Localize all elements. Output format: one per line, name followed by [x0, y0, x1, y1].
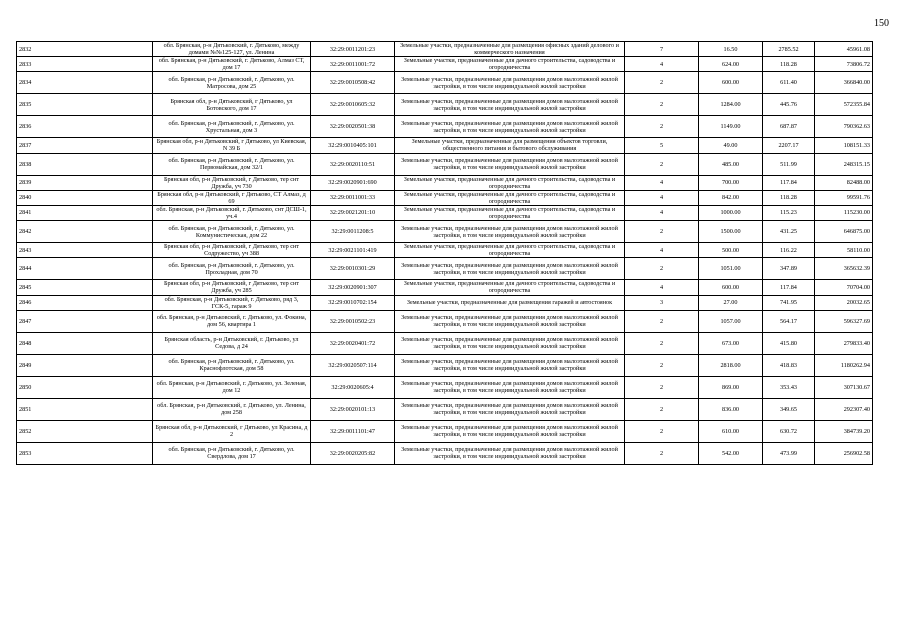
land-use-category: Земельные участки, предназначенные для размещения домов малоэтажной жилой застройки, в том числе индивидуальной жилой застройки [395, 72, 625, 94]
land-use-category: Земельные участки, предназначенные для размещения домов малоэтажной жилой застройки, в том числе индивидуальной жилой застройки [395, 398, 625, 420]
specific-cadastral-value: 630.72 [763, 420, 815, 442]
cadastral-value: 366840.00 [815, 72, 873, 94]
page-number: 150 [874, 18, 889, 29]
cadastral-number: 32:29:0020901:690 [311, 175, 395, 190]
land-use-category: Земельные участки, предназначенные для дачного строительства, садоводства и огородничества [395, 175, 625, 190]
specific-cadastral-value: 2207.17 [763, 138, 815, 153]
valuation-group: 5 [625, 138, 699, 153]
specific-cadastral-value: 117.84 [763, 175, 815, 190]
specific-cadastral-value: 349.65 [763, 398, 815, 420]
parcel-area: 1284.00 [699, 94, 763, 116]
valuation-group: 2 [625, 116, 699, 138]
row-number: 2833 [17, 57, 153, 72]
row-number: 2840 [17, 190, 153, 205]
table-row [17, 57, 873, 72]
specific-cadastral-value: 117.84 [763, 280, 815, 295]
row-number: 2844 [17, 258, 153, 280]
row-number: 2834 [17, 72, 153, 94]
cadastral-value: 292307.40 [815, 398, 873, 420]
cadastral-value: 790362.63 [815, 116, 873, 138]
land-use-category: Земельные участки, предназначенные для размещения гаражей и автостоянок [395, 295, 625, 310]
parcel-area: 700.00 [699, 175, 763, 190]
land-use-category: Земельные участки, предназначенные для дачного строительства, садоводства и огородничества [395, 190, 625, 205]
table-body [17, 42, 873, 465]
parcel-address: Брянская обл, р-н Дятьковский, г Дятьково, тер снт Содружество, уч 388 [153, 243, 311, 258]
cadastral-number: 32:29:0010605:32 [311, 94, 395, 116]
valuation-group: 7 [625, 42, 699, 57]
specific-cadastral-value: 741.95 [763, 295, 815, 310]
land-parcels-table [16, 41, 873, 465]
row-number: 2843 [17, 243, 153, 258]
specific-cadastral-value: 118.28 [763, 190, 815, 205]
valuation-group: 2 [625, 72, 699, 94]
parcel-area: 542.00 [699, 442, 763, 464]
parcel-address: Брянская обл, р-н Дятьковский, г Дятьково, тер снт Дружба, уч 285 [153, 280, 311, 295]
parcel-address: Брянская обл, р-н Дятьковский, г Дятьково, тер снт Дружба, уч 730 [153, 175, 311, 190]
parcel-address: обл. Брянская, р-н Дятьковский, г. Дятьково, ул. Краснофлотская, дом 58 [153, 354, 311, 376]
land-use-category: Земельные участки, предназначенные для размещения домов малоэтажной жилой застройки, в том числе индивидуальной жилой застройки [395, 376, 625, 398]
land-use-category: Земельные участки, предназначенные для размещения домов малоэтажной жилой застройки, в том числе индивидуальной жилой застройки [395, 310, 625, 332]
cadastral-value: 365632.39 [815, 258, 873, 280]
land-use-category: Земельные участки, предназначенные для размещения домов малоэтажной жилой застройки, в том числе индивидуальной жилой застройки [395, 221, 625, 243]
valuation-group: 2 [625, 442, 699, 464]
cadastral-number: 32:29:0011201:23 [311, 42, 395, 57]
land-use-category: Земельные участки, предназначенные для размещения домов малоэтажной жилой застройки, в том числе индивидуальной жилой застройки [395, 442, 625, 464]
valuation-group: 2 [625, 221, 699, 243]
row-number: 2852 [17, 420, 153, 442]
row-number: 2849 [17, 354, 153, 376]
parcel-address: Брянская обл, р-н Дятьковский, г Дятьково, ул Ботовского, дом 17 [153, 94, 311, 116]
table-row [17, 42, 873, 57]
parcel-area: 485.00 [699, 153, 763, 175]
parcel-area: 27.00 [699, 295, 763, 310]
table-row [17, 332, 873, 354]
parcel-area: 842.00 [699, 190, 763, 205]
table-row [17, 295, 873, 310]
cadastral-number: 32:29:0021201:10 [311, 205, 395, 220]
parcel-area: 500.00 [699, 243, 763, 258]
cadastral-value: 646875.00 [815, 221, 873, 243]
cadastral-value: 1180262.94 [815, 354, 873, 376]
parcel-address: обл. Брянская, р-н Дятьковский, г. Дятьково, между домами №№125-127, ул. Ленина [153, 42, 311, 57]
table-row [17, 280, 873, 295]
cadastral-value: 307130.67 [815, 376, 873, 398]
cadastral-number: 32:29:0010508:42 [311, 72, 395, 94]
row-number: 2841 [17, 205, 153, 220]
cadastral-value: 256902.58 [815, 442, 873, 464]
cadastral-number: 32:29:0010405:101 [311, 138, 395, 153]
cadastral-number: 32:29:0020605:4 [311, 376, 395, 398]
cadastral-value: 99591.76 [815, 190, 873, 205]
land-use-category: Земельные участки, предназначенные для дачного строительства, садоводства и огородничества [395, 57, 625, 72]
land-use-category: Земельные участки, предназначенные для размещения домов малоэтажной жилой застройки, в том числе индивидуальной жилой застройки [395, 258, 625, 280]
parcel-area: 2818.00 [699, 354, 763, 376]
row-number: 2837 [17, 138, 153, 153]
valuation-group: 3 [625, 295, 699, 310]
table-row [17, 243, 873, 258]
parcel-address: Брянская обл, р-н Дятьковский, г Дятьково, ул Красина, д 2 [153, 420, 311, 442]
table-row [17, 310, 873, 332]
table-row [17, 190, 873, 205]
parcel-area: 1051.00 [699, 258, 763, 280]
cadastral-number: 32:29:0020507:114 [311, 354, 395, 376]
cadastral-value: 596327.69 [815, 310, 873, 332]
row-number: 2848 [17, 332, 153, 354]
valuation-group: 4 [625, 280, 699, 295]
valuation-group: 4 [625, 190, 699, 205]
row-number: 2835 [17, 94, 153, 116]
cadastral-number: 32:29:0010702:154 [311, 295, 395, 310]
valuation-group: 2 [625, 258, 699, 280]
land-use-category: Земельные участки, предназначенные для дачного строительства, садоводства и огородничества [395, 243, 625, 258]
cadastral-number: 32:29:0020901:307 [311, 280, 395, 295]
parcel-area: 624.00 [699, 57, 763, 72]
parcel-address: обл. Брянская, р-н Дятьковский, г. Дятьково, ул. Ленина, дом 258 [153, 398, 311, 420]
specific-cadastral-value: 2785.52 [763, 42, 815, 57]
valuation-group: 2 [625, 153, 699, 175]
land-use-category: Земельные участки, предназначенные для размещения домов малоэтажной жилой застройки, в том числе индивидуальной жилой застройки [395, 94, 625, 116]
specific-cadastral-value: 353.43 [763, 376, 815, 398]
land-use-category: Земельные участки, предназначенные для дачного строительства, садоводства и огородничества [395, 280, 625, 295]
cadastral-value: 45961.08 [815, 42, 873, 57]
valuation-group: 4 [625, 205, 699, 220]
row-number: 2832 [17, 42, 153, 57]
cadastral-number: 32:29:0020401:72 [311, 332, 395, 354]
valuation-group: 2 [625, 420, 699, 442]
parcel-area: 1500.00 [699, 221, 763, 243]
valuation-group: 2 [625, 332, 699, 354]
row-number: 2836 [17, 116, 153, 138]
land-use-category: Земельные участки, предназначенные для размещения офисных зданий делового и коммерческого назначения [395, 42, 625, 57]
table-row [17, 398, 873, 420]
cadastral-number: 32:29:0010301:29 [311, 258, 395, 280]
parcel-area: 836.00 [699, 398, 763, 420]
parcel-address: Брянская обл, р-н Дятьковский, г Дятьково, ул Киевская, N 39 Б [153, 138, 311, 153]
specific-cadastral-value: 511.99 [763, 153, 815, 175]
row-number: 2850 [17, 376, 153, 398]
row-number: 2842 [17, 221, 153, 243]
valuation-group: 2 [625, 398, 699, 420]
valuation-group: 2 [625, 310, 699, 332]
parcel-area: 610.00 [699, 420, 763, 442]
valuation-group: 4 [625, 243, 699, 258]
specific-cadastral-value: 445.76 [763, 94, 815, 116]
cadastral-number: 32:29:0020110:51 [311, 153, 395, 175]
cadastral-number: 32:29:0011001:33 [311, 190, 395, 205]
valuation-group: 2 [625, 354, 699, 376]
row-number: 2846 [17, 295, 153, 310]
cadastral-number: 32:29:0020101:13 [311, 398, 395, 420]
specific-cadastral-value: 687.87 [763, 116, 815, 138]
table-row [17, 258, 873, 280]
parcel-address: обл. Брянская, р-н Дятьковский, г. Дятьково, снт ДСШ-1, уч.4 [153, 205, 311, 220]
row-number: 2853 [17, 442, 153, 464]
parcel-address: обл. Брянская, р-н Дятьковский, г. Дятьково, ул. Фокина, дом 56, квартира 1 [153, 310, 311, 332]
specific-cadastral-value: 431.25 [763, 221, 815, 243]
specific-cadastral-value: 118.28 [763, 57, 815, 72]
specific-cadastral-value: 564.17 [763, 310, 815, 332]
specific-cadastral-value: 418.83 [763, 354, 815, 376]
parcel-address: обл. Брянская, р-н Дятьковский, г. Дятьково, ул. Хрустальная, дом 3 [153, 116, 311, 138]
parcel-area: 673.00 [699, 332, 763, 354]
cadastral-number: 32:29:0021101:419 [311, 243, 395, 258]
land-use-category: Земельные участки, предназначенные для дачного строительства, садоводства и огородничества [395, 205, 625, 220]
table-row [17, 376, 873, 398]
cadastral-number: 32:29:0020205:82 [311, 442, 395, 464]
parcel-area: 1057.00 [699, 310, 763, 332]
cadastral-value: 82488.00 [815, 175, 873, 190]
row-number: 2839 [17, 175, 153, 190]
cadastral-number: 32:29:0011001:72 [311, 57, 395, 72]
parcel-area: 869.00 [699, 376, 763, 398]
land-use-category: Земельные участки, предназначенные для размещения домов малоэтажной жилой застройки, в том числе индивидуальной жилой застройки [395, 116, 625, 138]
row-number: 2838 [17, 153, 153, 175]
cadastral-value: 572355.84 [815, 94, 873, 116]
valuation-group: 4 [625, 175, 699, 190]
cadastral-value: 279833.40 [815, 332, 873, 354]
land-use-category: Земельные участки, предназначенные для размещения домов малоэтажной жилой застройки, в том числе индивидуальной жилой застройки [395, 332, 625, 354]
parcel-address: обл. Брянская, р-н Дятьковский, г. Дятьково, ул. Коммунистическая, дом 22 [153, 221, 311, 243]
parcel-address: обл. Брянская, р-н Дятьковский, г. Дятьково, Алмаз СТ, дом 17 [153, 57, 311, 72]
table-row [17, 175, 873, 190]
table-row [17, 138, 873, 153]
parcel-area: 600.00 [699, 72, 763, 94]
cadastral-number: 32:29:0011208:5 [311, 221, 395, 243]
cadastral-value: 70704.00 [815, 280, 873, 295]
cadastral-value: 384739.20 [815, 420, 873, 442]
table-row [17, 442, 873, 464]
valuation-group: 2 [625, 94, 699, 116]
parcel-area: 1149.00 [699, 116, 763, 138]
table-row [17, 72, 873, 94]
cadastral-value: 20032.65 [815, 295, 873, 310]
parcel-address: обл. Брянская, р-н Дятьковский, г. Дятьково, ул. Зеленая, дом 12 [153, 376, 311, 398]
table-row [17, 205, 873, 220]
cadastral-value: 58110.00 [815, 243, 873, 258]
specific-cadastral-value: 415.80 [763, 332, 815, 354]
specific-cadastral-value: 473.99 [763, 442, 815, 464]
parcel-area: 49.00 [699, 138, 763, 153]
specific-cadastral-value: 611.40 [763, 72, 815, 94]
parcel-area: 16.50 [699, 42, 763, 57]
parcel-address: Брянская область, р-н Дятьковский, г. Дятьково, ул Седова, д 24 [153, 332, 311, 354]
land-use-category: Земельные участки, предназначенные для размещения домов малоэтажной жилой застройки, в том числе индивидуальной жилой застройки [395, 420, 625, 442]
table-row [17, 420, 873, 442]
parcel-area: 1000.00 [699, 205, 763, 220]
land-use-category: Земельные участки, предназначенные для размещения объектов торговли, общественного питания и бытового обслуживания [395, 138, 625, 153]
cadastral-number: 32:29:0010502:23 [311, 310, 395, 332]
parcel-address: обл. Брянская, р-н Дятьковский, г. Дятьково, ул. Матросова, дом 25 [153, 72, 311, 94]
land-use-category: Земельные участки, предназначенные для размещения домов малоэтажной жилой застройки, в том числе индивидуальной жилой застройки [395, 153, 625, 175]
parcel-area: 600.00 [699, 280, 763, 295]
table-row [17, 354, 873, 376]
parcel-address: обл. Брянская, р-н Дятьковский, г. Дятьково, ул. Первомайская, дом 32/1 [153, 153, 311, 175]
specific-cadastral-value: 115.23 [763, 205, 815, 220]
parcel-address: обл. Брянская, р-н Дятьковский, г. Дятьково, ряд 3, ГСК-5, гараж 9 [153, 295, 311, 310]
table-row [17, 116, 873, 138]
cadastral-value: 108151.33 [815, 138, 873, 153]
cadastral-value: 115230.00 [815, 205, 873, 220]
specific-cadastral-value: 116.22 [763, 243, 815, 258]
specific-cadastral-value: 347.89 [763, 258, 815, 280]
row-number: 2851 [17, 398, 153, 420]
row-number: 2845 [17, 280, 153, 295]
cadastral-value: 73806.72 [815, 57, 873, 72]
valuation-group: 4 [625, 57, 699, 72]
land-use-category: Земельные участки, предназначенные для размещения домов малоэтажной жилой застройки, в том числе индивидуальной жилой застройки [395, 354, 625, 376]
valuation-group: 2 [625, 376, 699, 398]
table-row [17, 221, 873, 243]
cadastral-number: 32:29:0020501:38 [311, 116, 395, 138]
parcel-address: Брянская обл, р-н Дятьковский, г Дятьково, СТ Алмаз, д 69 [153, 190, 311, 205]
table-row [17, 153, 873, 175]
cadastral-number: 32:29:0011101:47 [311, 420, 395, 442]
cadastral-value: 248315.15 [815, 153, 873, 175]
parcel-address: обл. Брянская, р-н Дятьковский, г. Дятьково, ул. Прохладная, дом 70 [153, 258, 311, 280]
parcel-address: обл. Брянская, р-н Дятьковский, г. Дятьково, ул. Свердлова, дом 17 [153, 442, 311, 464]
row-number: 2847 [17, 310, 153, 332]
table-row [17, 94, 873, 116]
